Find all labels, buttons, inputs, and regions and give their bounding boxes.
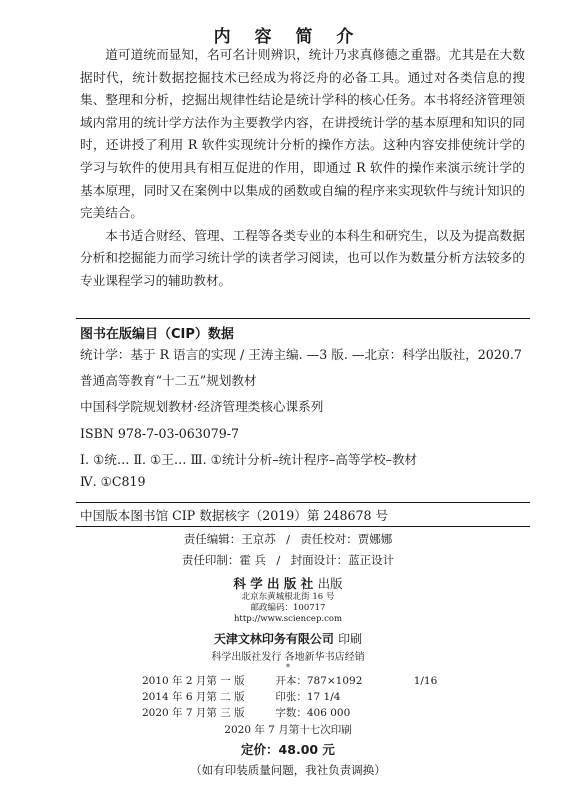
credits-line-1: 责任编辑：王京苏 / 责任校对：贾娜娜 (183, 532, 393, 546)
responsible-proofreader: 责任校对：贾娜娜 (300, 532, 393, 546)
edition-spec: 开本：787×1092 (275, 675, 363, 687)
edition-row (142, 673, 437, 689)
cip-heading: 图书在版编目（CIP）数据 (80, 327, 234, 342)
cip-data-block (80, 344, 530, 493)
publisher-postcode: 邮政编码：100717 (250, 603, 326, 613)
responsible-editor: 责任编辑：王京苏 (183, 532, 276, 546)
distribution-line: 科学出版社发行 各地新华书店经销 (211, 652, 365, 663)
publisher-address: 北京东黄城根北街 16 号 (241, 592, 335, 602)
cip-series-1: 普通高等教育“十二五”规划教材 (80, 373, 257, 389)
publisher-website: http://www.sciencep.com (233, 614, 343, 624)
printer-suffix: 印刷 (338, 632, 363, 646)
cip-approval-number: 中国版本图书馆 CIP 数据核字（2019）第 248678 号 (80, 508, 389, 523)
quality-note: （如有印装质量问题，我社负责调换） (190, 763, 386, 777)
edition-date: 2020 年 7 月第 三 版 (142, 707, 245, 719)
edition-table (142, 673, 437, 721)
cover-design: 封面设计：蓝正设计 (290, 553, 395, 567)
cip-subjects-1: Ⅰ. ①统… Ⅱ. ①王… Ⅲ. ①统计分析–统计程序–高等学校–教材 (80, 451, 418, 467)
cip-bottom-rule (76, 526, 530, 527)
edition-date: 2014 年 6 月第 二 版 (142, 691, 245, 703)
cip-catalog-entry: 统计学：基于 R 语言的实现 / 王涛主编. —3 版. —北京：科学出版社，2020.7 (80, 347, 522, 362)
edition-row (142, 705, 437, 721)
edition-extra: 1/16 (413, 675, 438, 687)
cip-series-2: 中国科学院规划教材·经济管理类核心课系列 (80, 399, 324, 415)
edition-spec: 印张：17 1/4 (275, 691, 341, 703)
cip-mid-rule (76, 502, 530, 503)
credits-line-2: 责任印制：霍 兵 / 封面设计：蓝正设计 (181, 553, 395, 567)
print-count: 2020 年 7 月第十七次印刷 (224, 724, 352, 736)
printer-line (0, 630, 576, 647)
price: 定价：48.00 元 (241, 742, 335, 757)
intro-paragraph: 本书适合财经、管理、工程等各类专业的本科生和研究生，以及为提高数据分析和挖掘能力而学习统计学的读者学习阅读，也可以作为数量分析方法较多的专业课程学习的辅助教材。 (80, 227, 525, 288)
responsible-printing: 责任印制：霍 兵 (181, 553, 267, 567)
edition-spec: 字数：406 000 (275, 707, 351, 719)
intro-section (80, 44, 525, 293)
page-title: 内 容 简 介 (213, 27, 363, 47)
printer-name: 天津文林印务有限公司 (213, 632, 334, 646)
publisher-name: 科 学 出 版 社 (233, 576, 314, 591)
edition-date: 2010 年 2 月第 一 版 (142, 675, 245, 687)
edition-row (142, 689, 437, 705)
cip-subjects-2: Ⅳ. ①C819 (80, 474, 146, 490)
intro-paragraph: 道可道统而显知，名可名计则辨识，统计乃求真修德之重器。尤其是在大数据时代，统计数据挖掘技术已经成为将泛舟的必备工具。通过对各类信息的搜集、整理和分析，挖掘出规律性结论是统计学科的核心任务。本书将经济管理领域内常用的统计学方法作为主要教学内容，在讲授统计学的基本原理和知识的同时，还讲授了利用 R 软件实现统计分析的操作方法。这种内容安排使统计学的学习与软件的使用具有相互促进的作用，即通过 R 软件的操作来演示统计学的基本原理，同时又在案例中以集成的函数或自编的程序来实现软件与统计知识的完美结合。 (80, 47, 525, 221)
separator-star: * (286, 663, 290, 672)
cip-top-rule (76, 318, 530, 319)
publisher-suffix: 出版 (317, 576, 343, 591)
cip-isbn: ISBN 978-7-03-063079-7 (80, 425, 240, 441)
publisher-line (0, 574, 576, 592)
